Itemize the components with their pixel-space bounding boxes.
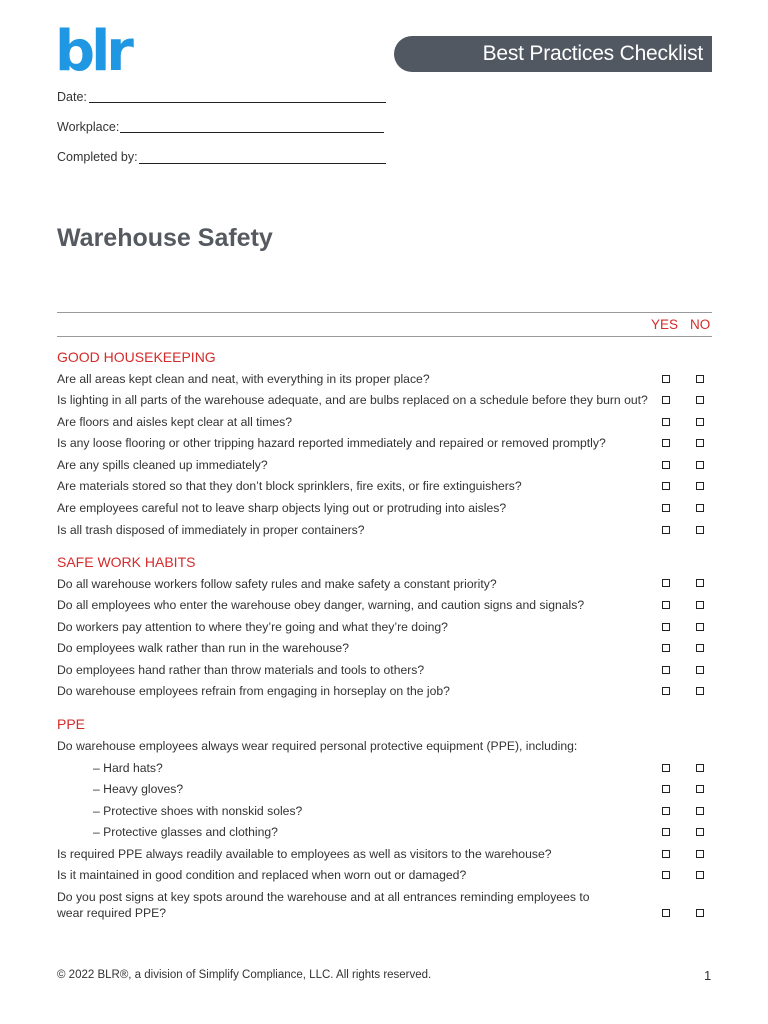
list-item: Is required PPE always readily available to employees as well as visitors to the warehouse? xyxy=(57,847,552,861)
date-label: Date: xyxy=(57,90,87,104)
yes-checkbox[interactable] xyxy=(662,909,670,917)
no-checkbox[interactable] xyxy=(696,644,704,652)
yes-checkbox[interactable] xyxy=(662,644,670,652)
no-checkbox[interactable] xyxy=(696,375,704,383)
no-checkbox[interactable] xyxy=(696,666,704,674)
list-item: Do warehouse employees refrain from engaging in horseplay on the job? xyxy=(57,684,450,698)
yes-checkbox[interactable] xyxy=(662,418,670,426)
no-checkbox[interactable] xyxy=(696,687,704,695)
list-item: Do employees walk rather than run in the warehouse? xyxy=(57,641,349,655)
list-item: Do warehouse employees always wear required personal protective equipment (PPE), including: xyxy=(57,739,578,753)
completed-by-label: Completed by: xyxy=(57,150,138,164)
page-number: 1 xyxy=(704,968,712,983)
blr-logo-icon xyxy=(57,22,139,72)
list-item: Are any spills cleaned up immediately? xyxy=(57,458,268,472)
list-item: – Heavy gloves? xyxy=(93,782,184,796)
section-title-good-housekeeping: GOOD HOUSEKEEPING xyxy=(57,349,216,365)
no-checkbox[interactable] xyxy=(696,623,704,631)
yes-checkbox[interactable] xyxy=(662,871,670,879)
no-checkbox[interactable] xyxy=(696,871,704,879)
no-checkbox[interactable] xyxy=(696,785,704,793)
no-checkbox[interactable] xyxy=(696,418,704,426)
yes-checkbox[interactable] xyxy=(662,764,670,772)
no-checkbox[interactable] xyxy=(696,461,704,469)
table-top-rule xyxy=(57,312,712,313)
list-item: Do workers pay attention to where they’re going and what they’re doing? xyxy=(57,620,448,634)
yes-checkbox[interactable] xyxy=(662,461,670,469)
svg-text:blr: blr xyxy=(57,22,130,72)
list-item: wear required PPE? xyxy=(57,906,167,920)
yes-checkbox[interactable] xyxy=(662,785,670,793)
yes-checkbox[interactable] xyxy=(662,439,670,447)
no-checkbox[interactable] xyxy=(696,504,704,512)
list-item: Do employees hand rather than throw materials and tools to others? xyxy=(57,663,425,677)
yes-checkbox[interactable] xyxy=(662,601,670,609)
completed-by-field xyxy=(57,150,138,164)
yes-checkbox[interactable] xyxy=(662,850,670,858)
list-item: Do all employees who enter the warehouse obey danger, warning, and caution signs and signals? xyxy=(57,598,585,612)
no-checkbox[interactable] xyxy=(696,439,704,447)
no-checkbox[interactable] xyxy=(696,764,704,772)
list-item: Are materials stored so that they don’t block sprinklers, fire exits, or fire extinguishers? xyxy=(57,479,522,493)
no-column-header: NO xyxy=(690,317,711,332)
workplace-label: Workplace: xyxy=(57,120,120,134)
no-checkbox[interactable] xyxy=(696,601,704,609)
no-checkbox[interactable] xyxy=(696,579,704,587)
no-checkbox[interactable] xyxy=(696,807,704,815)
list-item: – Hard hats? xyxy=(93,761,163,775)
table-header-rule xyxy=(57,336,712,337)
no-checkbox[interactable] xyxy=(696,396,704,404)
page-title: Warehouse Safety xyxy=(57,224,273,252)
yes-column-header: YES xyxy=(651,317,679,332)
section-title-ppe: PPE xyxy=(57,716,86,732)
header-title-bar xyxy=(394,36,712,72)
list-item: Do all warehouse workers follow safety rules and make safety a constant priority? xyxy=(57,577,497,591)
yes-checkbox[interactable] xyxy=(662,623,670,631)
date-line[interactable] xyxy=(89,102,386,103)
list-item: – Protective glasses and clothing? xyxy=(93,825,278,839)
list-item: Is any loose flooring or other tripping hazard reported immediately and repaired or removed promptly? xyxy=(57,436,606,450)
yes-checkbox[interactable] xyxy=(662,504,670,512)
yes-checkbox[interactable] xyxy=(662,666,670,674)
no-checkbox[interactable] xyxy=(696,909,704,917)
no-checkbox[interactable] xyxy=(696,828,704,836)
yes-checkbox[interactable] xyxy=(662,828,670,836)
workplace-field xyxy=(57,120,119,134)
yes-checkbox[interactable] xyxy=(662,687,670,695)
list-item: Is lighting in all parts of the warehouse adequate, and are bulbs replaced on a schedule before they burn out? xyxy=(57,393,648,407)
yes-checkbox[interactable] xyxy=(662,579,670,587)
list-item: Are floors and aisles kept clear at all times? xyxy=(57,415,293,429)
list-item: Do you post signs at key spots around the warehouse and at all entrances reminding employees to xyxy=(57,890,590,904)
blr-logo xyxy=(57,22,139,77)
yes-checkbox[interactable] xyxy=(662,526,670,534)
yes-checkbox[interactable] xyxy=(662,375,670,383)
footer-copyright: © 2022 BLR®, a division of Simplify Compliance, LLC. All rights reserved. xyxy=(57,969,432,981)
no-checkbox[interactable] xyxy=(696,482,704,490)
header-title: Best Practices Checklist xyxy=(482,42,703,65)
completed-by-line[interactable] xyxy=(139,163,386,164)
date-field xyxy=(57,90,87,104)
section-title-safe-work-habits: SAFE WORK HABITS xyxy=(57,554,196,570)
yes-checkbox[interactable] xyxy=(662,482,670,490)
yes-checkbox[interactable] xyxy=(662,396,670,404)
yes-checkbox[interactable] xyxy=(662,807,670,815)
no-checkbox[interactable] xyxy=(696,526,704,534)
list-item: Is all trash disposed of immediately in proper containers? xyxy=(57,523,365,537)
no-checkbox[interactable] xyxy=(696,850,704,858)
list-item: Is it maintained in good condition and replaced when worn out or damaged? xyxy=(57,868,467,882)
list-item: – Protective shoes with nonskid soles? xyxy=(93,804,303,818)
workplace-line[interactable] xyxy=(120,132,384,133)
list-item: Are all areas kept clean and neat, with everything in its proper place? xyxy=(57,372,430,386)
list-item: Are employees careful not to leave sharp objects lying out or protruding into aisles? xyxy=(57,501,507,515)
